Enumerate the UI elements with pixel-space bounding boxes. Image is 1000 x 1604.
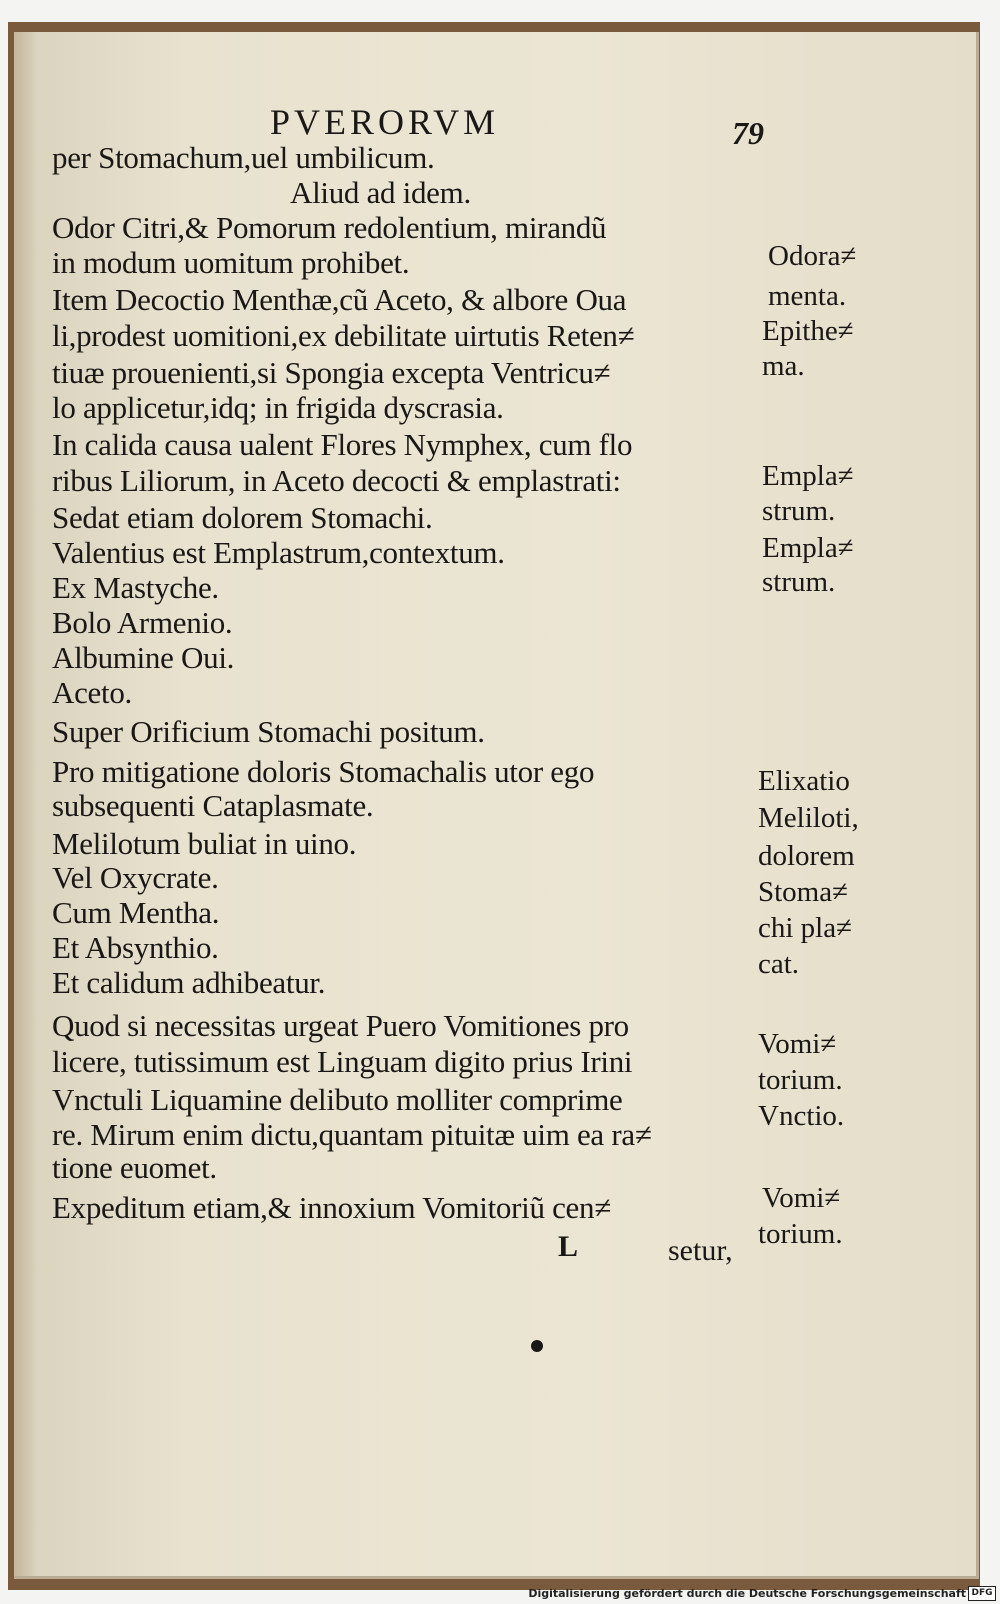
body-line: Albumine Oui. <box>52 640 235 675</box>
body-line: Odor Citri,& Pomorum redolentium, mirandũ <box>52 210 607 245</box>
margin-note: Empla≠ <box>762 460 854 492</box>
body-line: Et calidum adhibeatur. <box>52 965 326 1000</box>
body-line: per Stomachum,uel umbilicum. <box>52 140 435 175</box>
body-line: Bolo Armenio. <box>52 605 233 640</box>
ink-dot <box>531 1340 543 1352</box>
margin-note: torium. <box>758 1064 843 1096</box>
margin-note: dolorem <box>758 840 855 872</box>
margin-note: ma. <box>762 350 805 382</box>
margin-note: strum. <box>762 495 836 527</box>
body-line: Expeditum etiam,& innoxium Vomitoriũ cen≠ <box>52 1190 611 1225</box>
body-line: Melilotum buliat in uino. <box>52 826 357 861</box>
body-line: Pro mitigatione doloris Stomachalis utor ego <box>52 754 595 789</box>
body-line: tione euomet. <box>52 1150 217 1185</box>
body-line: Et Absynthio. <box>52 930 219 965</box>
body-line: in modum uomitum prohibet. <box>52 245 410 280</box>
body-line: Super Orificium Stomachi positum. <box>52 714 485 749</box>
body-line: Cum Mentha. <box>52 895 220 930</box>
catchword: setur, <box>668 1234 733 1267</box>
body-line: Aliud ad idem. <box>290 175 471 210</box>
margin-note: Vomi≠ <box>762 1182 841 1214</box>
margin-note: torium. <box>758 1218 843 1250</box>
body-line: Sedat etiam dolorem Stomachi. <box>52 500 433 535</box>
body-line: licere, tutissimum est Linguam digito prius Irini <box>52 1044 633 1079</box>
margin-note: cat. <box>758 948 800 980</box>
body-line: tiuæ prouenienti,si Spongia excepta Ventricu≠ <box>52 355 611 390</box>
body-line: In calida causa ualent Flores Nymphex, cum flo <box>52 427 633 462</box>
margin-note: Vomi≠ <box>758 1028 837 1060</box>
body-line: Aceto. <box>52 675 132 710</box>
body-line: re. Mirum enim dictu,quantam pituitæ uim ea ra≠ <box>52 1117 652 1152</box>
body-line: ribus Liliorum, in Aceto decocti & emplastrati: <box>52 463 621 498</box>
body-line: lo applicetur,idq; in frigida dyscrasia. <box>52 390 504 425</box>
margin-note: Epithe≠ <box>762 315 854 347</box>
running-title: PVERORVM <box>270 102 500 142</box>
signature-mark: L <box>558 1230 579 1263</box>
page-gutter-shadow <box>14 32 38 1576</box>
body-line: Item Decoctio Menthæ,cũ Aceto, & albore Oua <box>52 282 627 317</box>
margin-note: Meliloti, <box>758 802 859 834</box>
margin-note: menta. <box>768 280 847 312</box>
page-number: 79 <box>732 115 764 151</box>
margin-note: Elixatio <box>758 765 850 797</box>
body-line: Vel Oxycrate. <box>52 860 219 895</box>
margin-note: strum. <box>762 566 836 598</box>
body-line: li,prodest uomitioni,ex debilitate uirtutis Reten≠ <box>52 318 635 353</box>
body-line: subsequenti Cataplasmate. <box>52 788 374 823</box>
margin-note: Stoma≠ <box>758 876 849 908</box>
body-line: Quod si necessitas urgeat Puero Vomitiones pro <box>52 1008 629 1043</box>
body-line: Vnctuli Liquamine delibuto molliter comprime <box>52 1082 623 1117</box>
margin-note: Empla≠ <box>762 532 854 564</box>
margin-note: Odora≠ <box>768 240 857 272</box>
body-line: Valentius est Emplastrum,contextum. <box>52 535 505 570</box>
body-line: Ex Mastyche. <box>52 570 219 605</box>
dfg-logo: DFG <box>968 1586 996 1601</box>
margin-note: Vnctio. <box>758 1100 845 1132</box>
digitization-credit: Digitalisierung gefördert durch die Deutsche Forschungsgemeinschaft <box>528 1587 966 1600</box>
margin-note: chi pla≠ <box>758 912 853 944</box>
